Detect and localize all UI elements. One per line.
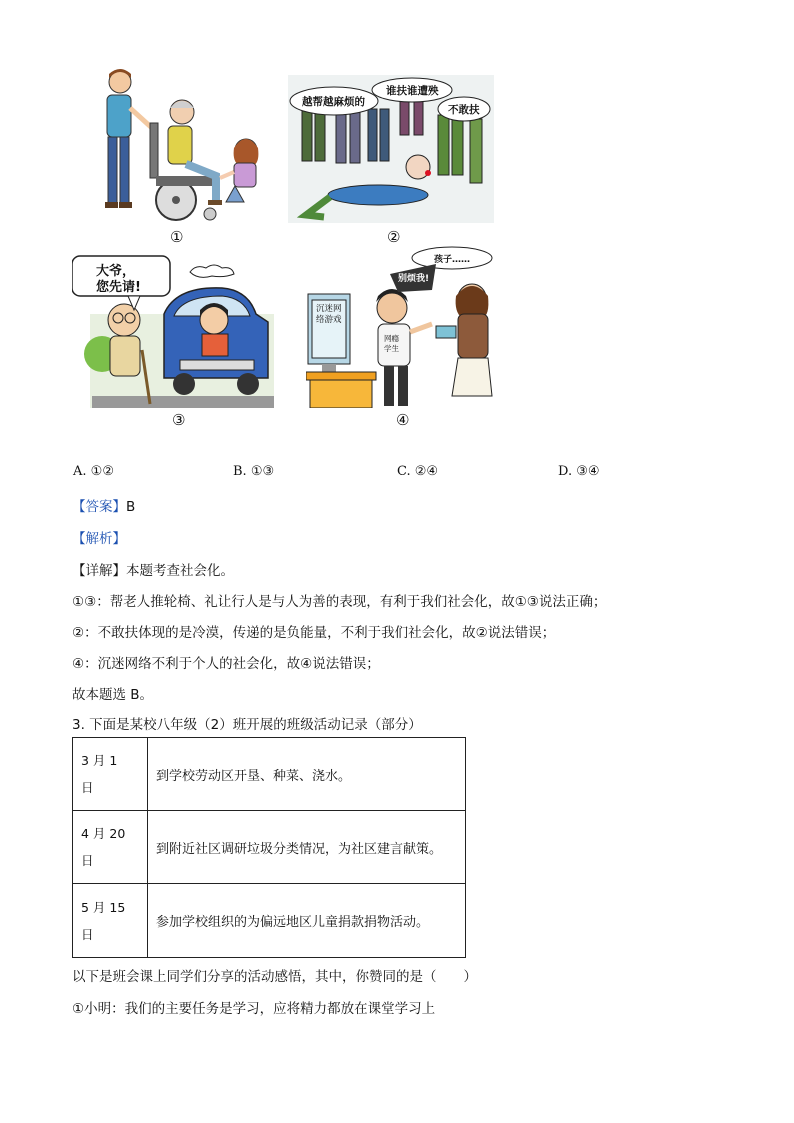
cartoon-internet-addiction bbox=[306, 246, 494, 408]
cartoon-wheelchair bbox=[96, 68, 266, 226]
image-label-4: ④ bbox=[396, 411, 410, 429]
question-3-stem: 3. 下面是某校八年级（2）班开展的班级活动记录（部分） bbox=[72, 717, 422, 733]
question-3-prompt: 以下是班会课上同学们分享的活动感悟，其中，你赞同的是（ ） bbox=[72, 969, 477, 985]
image-label-1: ① bbox=[170, 228, 184, 246]
explanation-1: ①③：帮老人推轮椅、礼让行人是与人为善的表现，有利于我们社会化，故①③说法正确； bbox=[72, 594, 607, 610]
row-activity: 参加学校组织的为偏远地区儿童捐款捐物活动。 bbox=[148, 884, 466, 958]
answer-line bbox=[72, 495, 135, 515]
screen-text: 沉迷网络游戏 bbox=[316, 304, 342, 325]
option-a-value: ①② bbox=[90, 464, 114, 479]
speech-bubble-1: 越帮越麻烦的 bbox=[302, 96, 365, 108]
detail-tag: 【详解】 bbox=[72, 563, 126, 579]
row-date: 5 月 15 日 bbox=[73, 884, 148, 958]
explanation-conclusion: 故本题选 B。 bbox=[72, 687, 154, 703]
option-a[interactable] bbox=[73, 464, 114, 479]
question-3-item-1: ①小明：我们的主要任务是学习，应将精力都放在课堂学习上 bbox=[72, 1001, 436, 1017]
speech-line-1: 大爷， bbox=[96, 264, 136, 279]
explanation-3: ④：沉迷网络不利于个人的社会化，故④说法错误； bbox=[72, 656, 380, 672]
speech-student: 别烦我! bbox=[398, 274, 430, 284]
option-b-letter: B. bbox=[233, 464, 247, 479]
answer-tag: 【答案】 bbox=[72, 499, 126, 515]
table-row bbox=[73, 811, 466, 884]
speech-bubble-3: 不敢扶 bbox=[448, 104, 480, 116]
speech-mom: 孩子…… bbox=[434, 255, 471, 265]
option-b-value: ①③ bbox=[250, 464, 275, 479]
shirt-text: 网瘾学生 bbox=[384, 334, 399, 353]
table-row bbox=[73, 884, 466, 958]
speech-line-2: 您先请! bbox=[96, 280, 141, 295]
image-label-3: ③ bbox=[172, 411, 186, 429]
option-a-letter: A. bbox=[73, 464, 87, 479]
detail-text: 本题考查社会化。 bbox=[126, 563, 234, 579]
option-c-letter: C. bbox=[397, 464, 411, 479]
option-d-letter: D. bbox=[558, 464, 573, 479]
row-date: 4 月 20 日 bbox=[73, 811, 148, 884]
cartoon-not-daring-to-help bbox=[288, 75, 494, 223]
row-date: 3 月 1 日 bbox=[73, 738, 148, 811]
speech-bubble-2: 谁扶谁遭殃 bbox=[386, 85, 439, 97]
analysis-tag: 【解析】 bbox=[72, 531, 126, 547]
image-label-2: ② bbox=[387, 228, 401, 246]
table-row bbox=[73, 738, 466, 811]
option-b[interactable] bbox=[233, 464, 274, 479]
option-d-value: ③④ bbox=[576, 464, 600, 479]
row-activity: 到附近社区调研垃圾分类情况，为社区建言献策。 bbox=[148, 811, 466, 884]
explanation-2: ②：不敢扶体现的是冷漠，传递的是负能量，不利于我们社会化，故②说法错误； bbox=[72, 625, 556, 641]
option-c-value: ②④ bbox=[414, 464, 439, 479]
option-d[interactable] bbox=[558, 464, 600, 479]
option-c[interactable] bbox=[397, 464, 438, 479]
cartoon-yielding-driver bbox=[72, 254, 274, 408]
analysis-line bbox=[72, 527, 126, 547]
answer-value: B bbox=[126, 499, 136, 515]
detail-line bbox=[72, 559, 234, 579]
row-activity: 到学校劳动区开垦、种菜、浇水。 bbox=[148, 738, 466, 811]
activity-record-table bbox=[72, 737, 466, 958]
